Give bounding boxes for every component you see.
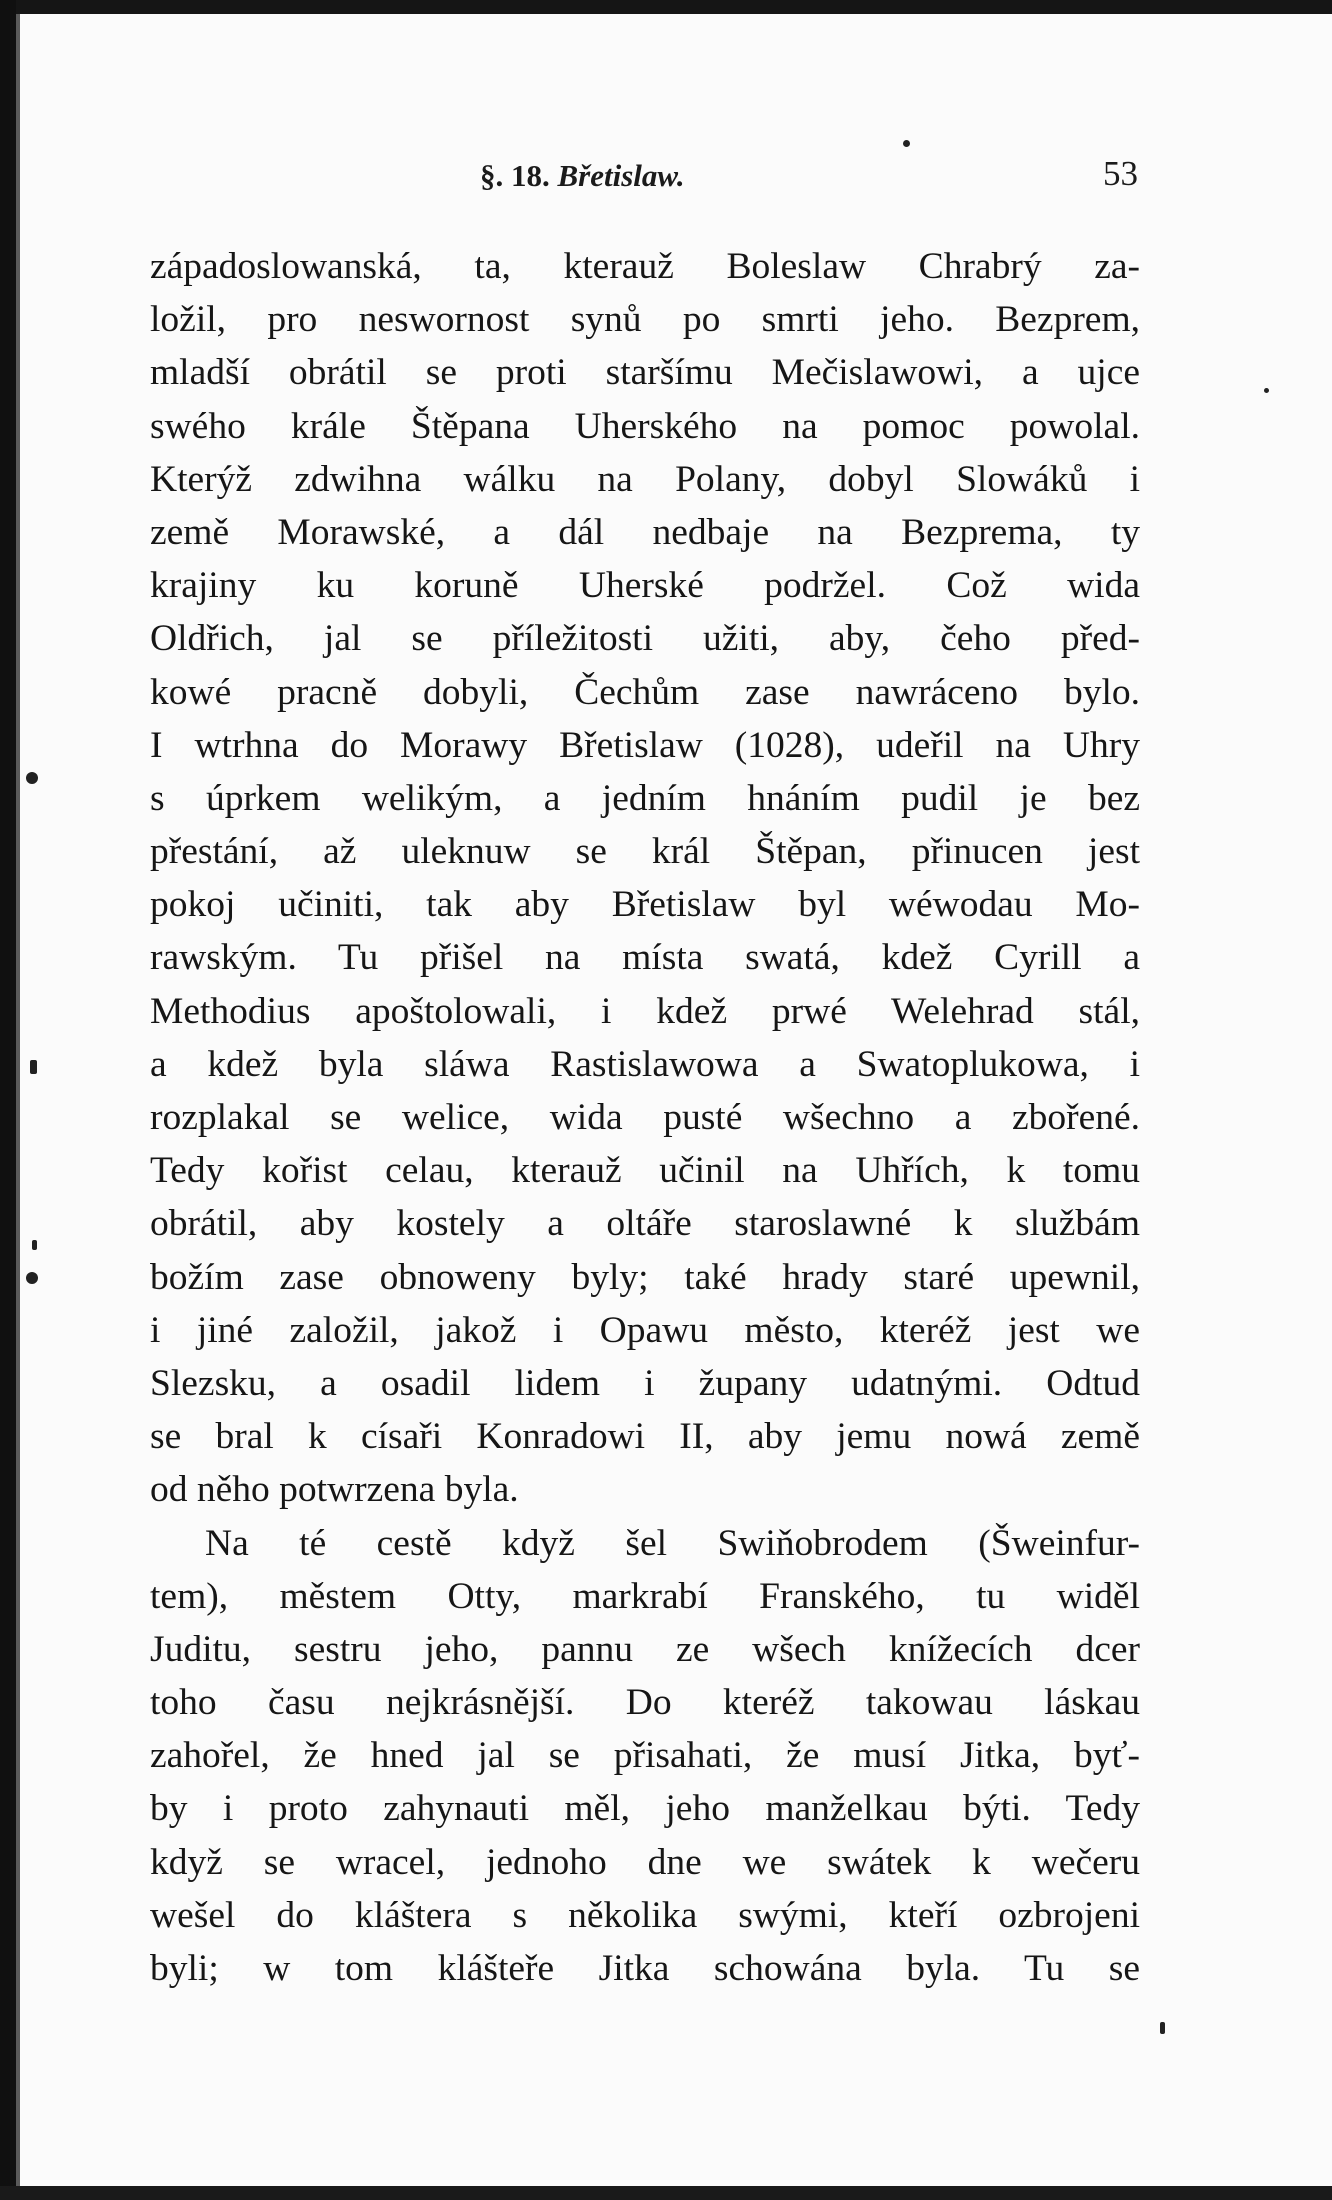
text-line: tem), městem Otty, markrabí Franského, tu widěl — [150, 1575, 1140, 1617]
text-line: mladší obrátil se proti staršímu Mečislawowi, a ujce — [150, 352, 1140, 394]
scan-border-top — [0, 0, 1332, 14]
text-line: Kterýž zdwihna wálku na Polany, dobyl Slowáků i — [150, 458, 1140, 500]
text-line: Tedy kořist celau, kterauž učinil na Uhřích, k tomu — [150, 1150, 1140, 1192]
text-line: ložil, pro neswornost synů po smrti jeho. Bezprem, — [150, 299, 1140, 341]
text-line: západoslowanská, ta, kterauž Boleslaw Chrabrý za- — [150, 246, 1140, 287]
text-line: Slezsku, a osadil lidem i župany udatnými. Odtud — [150, 1362, 1140, 1404]
scan-speck — [1264, 388, 1269, 393]
margin-mark — [26, 772, 38, 784]
text-line: wešel do kláštera s několika swými, kteří ozbrojeni — [150, 1894, 1140, 1936]
text-line: Methodius apoštolowali, i kdež prwé Welehrad stál, — [150, 990, 1140, 1032]
scan-speck — [1160, 2022, 1165, 2034]
text-line: swého krále Štěpana Uherského na pomoc powolal. — [150, 405, 1140, 447]
text-line: s úprkem welikým, a jedním hnáním pudil je bez — [150, 777, 1140, 819]
text-line: božím zase obnoweny byly; také hrady staré upewnil, — [150, 1256, 1140, 1298]
scan-border-left — [0, 0, 16, 2200]
margin-mark — [30, 1060, 37, 1074]
text-line: když se wracel, jednoho dne we swátek k wečeru — [150, 1841, 1140, 1883]
margin-mark — [32, 1240, 37, 1250]
text-line: země Morawské, a dál nedbaje na Bezprema, ty — [150, 511, 1140, 553]
text-line: I wtrhna do Morawy Břetislaw (1028), udeřil na Uhry — [150, 724, 1140, 766]
scan-gutter-shadow — [16, 14, 20, 2200]
scan-speck — [903, 140, 910, 147]
text-line: by i proto zahynauti měl, jeho manželkau býti. Tedy — [150, 1788, 1140, 1830]
text-line: krajiny ku koruně Uherské podržel. Což wida — [150, 565, 1140, 607]
body-text — [150, 240, 1140, 1995]
chapter-title: Břetislaw. — [557, 158, 685, 193]
section-reference: §. 18. — [480, 158, 550, 193]
text-line: pokoj učiniti, tak aby Břetislaw byl wéwodau Mo- — [150, 884, 1140, 926]
text-line: Oldřich, jal se příležitosti užiti, aby, čeho před- — [150, 618, 1140, 660]
scan-border-bottom — [0, 2186, 1332, 2200]
page-number: 53 — [1103, 154, 1138, 193]
running-head — [480, 158, 980, 208]
text-line: byli; w tom klášteře Jitka schowána byla. Tu se — [150, 1948, 1140, 1989]
text-line: od něho potwrzena byla. — [150, 1469, 519, 1511]
text-line: rawským. Tu přišel na místa swatá, kdež Cyrill a — [150, 937, 1140, 979]
text-line: i jiné založil, jakož i Opawu město, kteréž jest we — [150, 1309, 1140, 1351]
text-line: se bral k císaři Konradowi II, aby jemu nowá země — [150, 1416, 1140, 1458]
margin-mark — [26, 1272, 38, 1284]
text-line: obrátil, aby kostely a oltáře staroslawné k službám — [150, 1203, 1140, 1245]
text-line: a kdež byla sláwa Rastislawowa a Swatoplukowa, i — [150, 1043, 1140, 1085]
text-line: zahořel, že hned jal se přisahati, že musí Jitka, byť- — [150, 1735, 1140, 1777]
text-line: Na té cestě když šel Swiňobrodem (Šweinfur- — [205, 1522, 1140, 1564]
text-line: kowé pracně dobyli, Čechům zase nawráceno bylo. — [150, 671, 1140, 713]
text-line: Juditu, sestru jeho, pannu ze wšech knížecích dcer — [150, 1628, 1140, 1670]
text-line: toho času nejkrásnější. Do kteréž takowau láskau — [150, 1682, 1140, 1724]
text-line: přestání, až uleknuw se král Štěpan, přinucen jest — [150, 831, 1140, 873]
text-line: rozplakal se welice, wida pusté wšechno a zbořené. — [150, 1097, 1140, 1138]
